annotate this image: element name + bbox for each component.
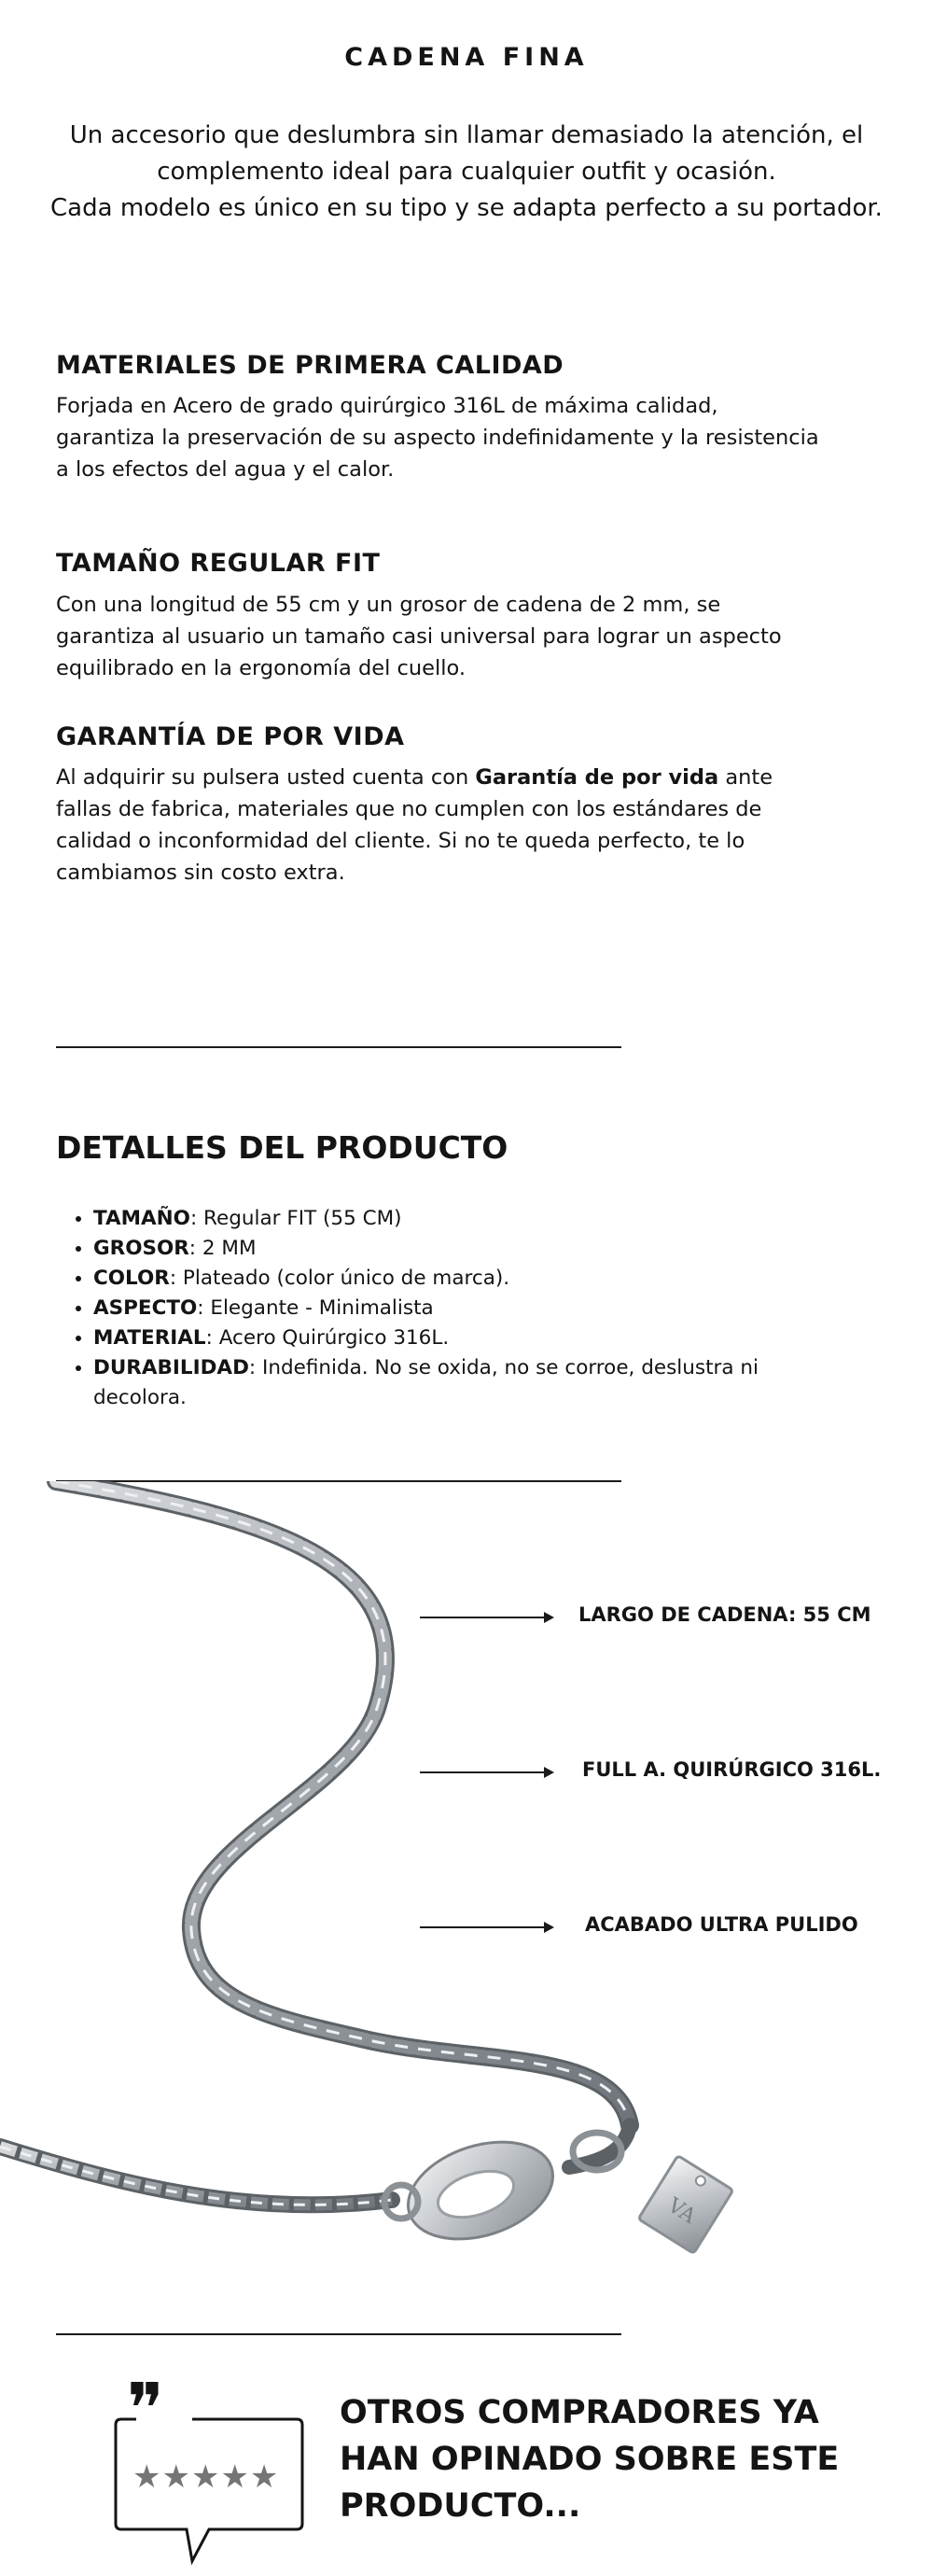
detail-key: GROSOR bbox=[93, 1237, 189, 1260]
section-text-warranty bbox=[56, 762, 821, 889]
detail-key: COLOR bbox=[93, 1267, 170, 1290]
warranty-text-bold: Garantía de por vida bbox=[475, 765, 719, 790]
section-heading-materials: MATERIALES DE PRIMERA CALIDAD bbox=[56, 351, 564, 380]
feature-label-length: LARGO DE CADENA: 55 CM bbox=[578, 1603, 871, 1626]
details-list bbox=[56, 1204, 840, 1413]
detail-value: : Regular FIT (55 CM) bbox=[189, 1207, 402, 1230]
review-speech-bubble-icon bbox=[112, 2369, 306, 2567]
feature-label-finish: ACABADO ULTRA PULIDO bbox=[585, 1913, 858, 1936]
warranty-text-start: Al adquirir su pulsera usted cuenta con bbox=[56, 765, 476, 790]
list-item bbox=[93, 1323, 840, 1353]
tag-monogram: VA bbox=[663, 2193, 700, 2229]
details-heading: DETALLES DEL PRODUCTO bbox=[56, 1129, 508, 1166]
list-item bbox=[93, 1234, 840, 1264]
section-text-size: Con una longitud de 55 cm y un grosor de cadena de 2 mm, se garantiza al usuario un tamaño casi universal para lograr un aspecto equilibrado en la ergonomía del cuello. bbox=[56, 593, 782, 680]
detail-key: TAMAÑO bbox=[93, 1207, 190, 1230]
detail-value: : Elegante - Minimalista bbox=[197, 1296, 434, 1320]
detail-key: DURABILIDAD bbox=[93, 1356, 249, 1379]
rating-stars-icon: ★★★★★ bbox=[132, 2458, 280, 2496]
detail-key: MATERIAL bbox=[93, 1326, 206, 1350]
detail-value: : Indefinida. No se oxida, no se corroe, deslustra ni decolora. bbox=[93, 1356, 759, 1409]
section-text-materials: Forjada en Acero de grado quirúrgico 316L de máxima calidad, garantiza la preservación de su aspecto indefinidamente y la resistencia a los efectos del agua y el calor. bbox=[56, 394, 819, 482]
page-title: CADENA FINA bbox=[344, 43, 589, 72]
intro-text bbox=[47, 118, 886, 227]
intro-line-1: Un accesorio que deslumbra sin llamar demasiado la atención, el complemento ideal para cualquier outfit y ocasión. bbox=[69, 121, 864, 186]
divider bbox=[56, 2333, 621, 2335]
detail-value: : Acero Quirúrgico 316L. bbox=[205, 1326, 450, 1350]
detail-value: : 2 MM bbox=[188, 1237, 257, 1260]
arrow-icon bbox=[420, 1926, 552, 1928]
divider bbox=[56, 1046, 621, 1048]
arrow-icon bbox=[420, 1617, 552, 1618]
list-item bbox=[93, 1204, 840, 1234]
intro-line-2: Cada modelo es único en su tipo y se adapta perfecto a su portador. bbox=[50, 194, 883, 222]
detail-key: ASPECTO bbox=[93, 1296, 198, 1320]
list-item bbox=[93, 1353, 840, 1413]
section-heading-warranty: GARANTÍA DE POR VIDA bbox=[56, 722, 405, 751]
detail-value: : Plateado (color único de marca). bbox=[169, 1267, 510, 1290]
quote-icon: ❞ bbox=[127, 2369, 164, 2449]
section-heading-size: TAMAÑO REGULAR FIT bbox=[56, 549, 381, 578]
arrow-icon bbox=[420, 1771, 552, 1773]
list-item bbox=[93, 1264, 840, 1294]
list-item bbox=[93, 1294, 840, 1323]
feature-label-material: FULL A. QUIRÚRGICO 316L. bbox=[582, 1758, 882, 1781]
warranty-text-end: ante fallas de fabrica, materiales que no cumplen con los estándares de calidad o inconformidad del cliente. Si no te queda perfecto, te lo cambiamos sin costo extra. bbox=[56, 765, 773, 885]
reviews-cta-heading: OTROS COMPRADORES YA HAN OPINADO SOBRE ESTE PRODUCTO... bbox=[340, 2394, 840, 2525]
